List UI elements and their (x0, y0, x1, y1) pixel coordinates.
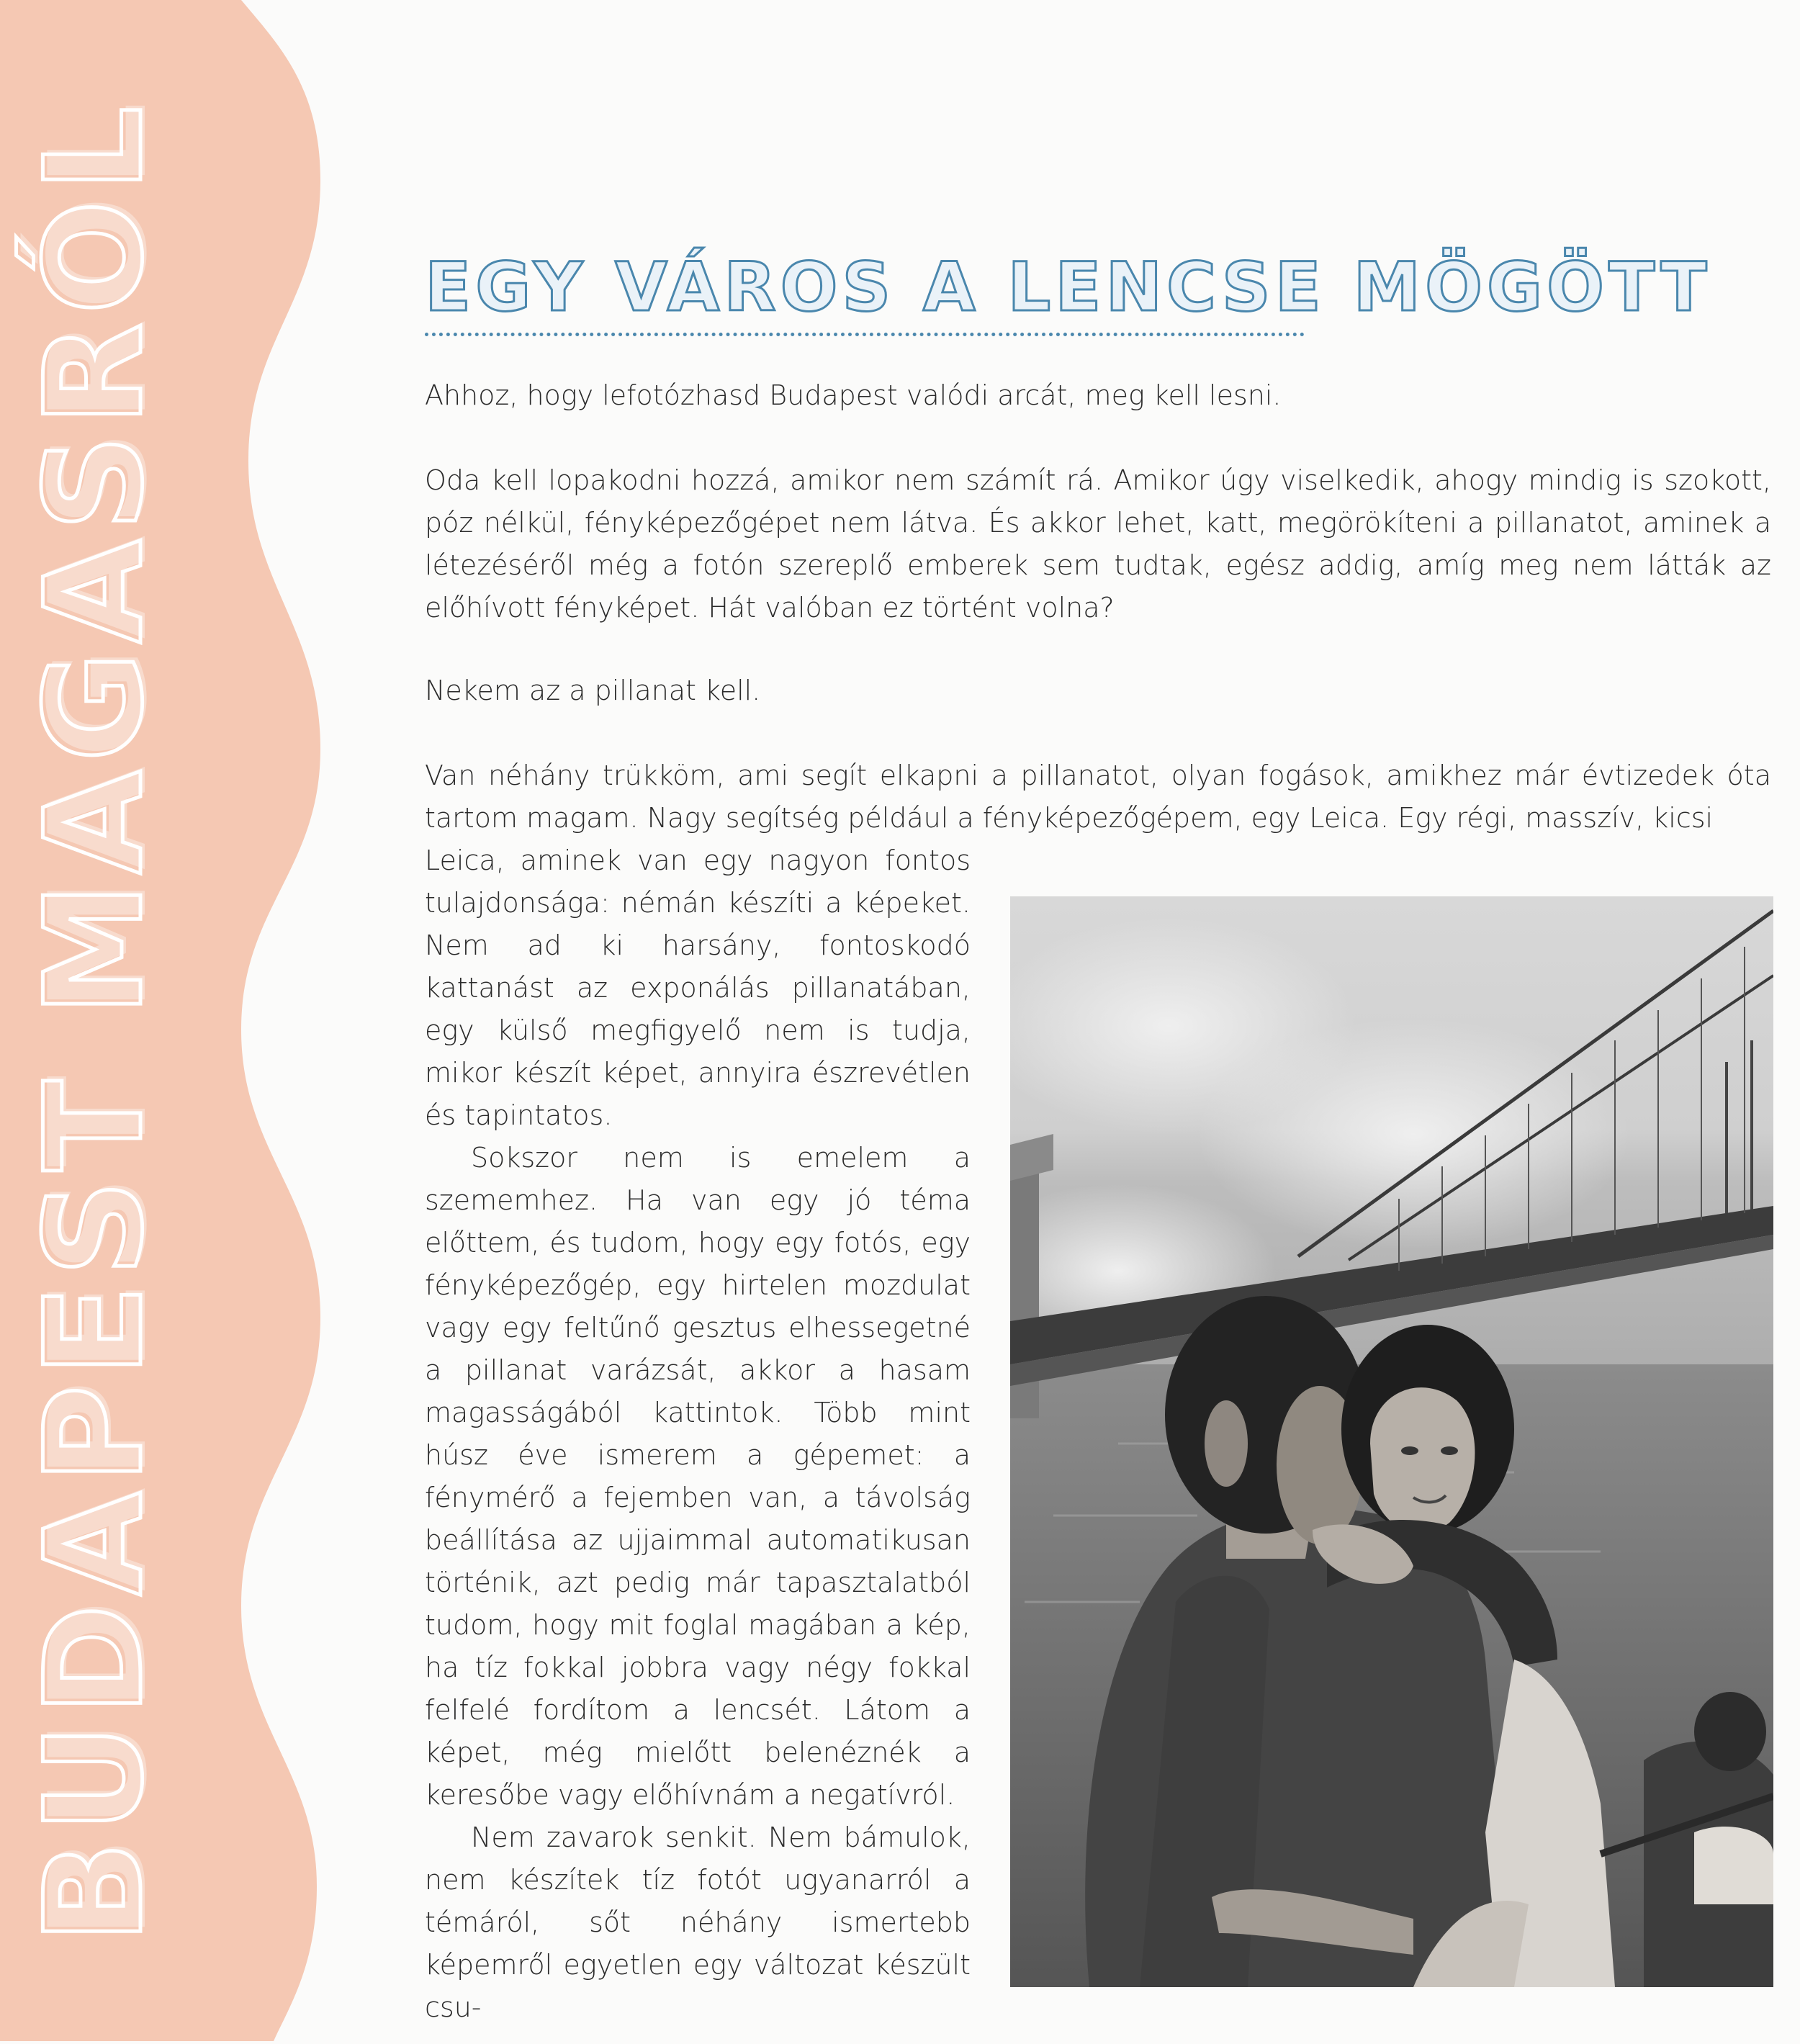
paragraph-4: Van néhány trükköm, ami segít elkapni a pillanatot, olyan fogások, amikhez már évtizedek óta tartom magam. Nagy segítség például a fényképezőgépem, egy Leica. Egy régi, masszív, kicsi (425, 760, 1771, 834)
heading-dotted-rule (425, 333, 1305, 336)
side-band (0, 0, 338, 2041)
column-paragraph-1: Leica, aminek van egy nagyon fontos tulajdonsága: némán készíti a képeket. Nem ad ki harsány, fontoskodó kattanást az exponálás pillanatában, egy külső megfigyelő nem is tudja, mikor készít képet, annyira észrevétlen és tapintatos. (425, 845, 971, 1131)
text-column (425, 839, 971, 2029)
photo-illustration (1010, 896, 1773, 1987)
paragraph-2: Oda kell lopakodni hozzá, amikor nem számít rá. Amikor úgy viselkedik, ahogy mindig is szokott, póz nélkül, fényképezőgépet nem látva. És akkor lehet, katt, megörökíteni a pillanatot, aminek a létezéséről még a fotón szereplő emberek sem tudtak, egész addig, amíg meg nem látták az előhívott fényképet. Hát valóban ez történt volna? (425, 464, 1771, 623)
sidebar-title: BUDAPEST MAGASRÓL (15, 97, 172, 1944)
article-heading: EGY VÁROS A LENCSE MÖGÖTT (425, 248, 1711, 327)
column-paragraph-2: Sokszor nem is emelem a szememhez. Ha van egy jó téma előttem, és tudom, hogy egy fotós, egy fényképezőgép, egy hirtelen mozdulat vagy egy feltűnő gesztus elhessegetné a pillanat varázsát, akkor a hasam magasságából kattintok. Több mint húsz éve ismerem a gépemet: a fénymérő a fejemben van, a távolság beállítása az ujjaimmal automatikusan történik, azt pedig már tapasztalatból tudom, hogy mit foglal magában a kép, ha tíz fokkal jobbra vagy négy fokkal felfelé fordítom a lencsét. Látom a képet, még mielőtt belenéznék a keresőbe vagy előhívnám a negatívról. (425, 1142, 971, 1811)
paragraph-3: Nekem az a pillanat kell. (425, 675, 761, 706)
photo-embracing-couple (1010, 896, 1773, 1987)
paragraph-1: Ahhoz, hogy lefotózhasd Budapest valódi arcát, meg kell lesni. (425, 379, 1282, 411)
column-paragraph-3: Nem zavarok senkit. Nem bámulok, nem készítek tíz fotót ugyanarról a témáról, sőt néhány ismertebb képemről egyetlen egy változat készült csu- (425, 1822, 971, 2023)
